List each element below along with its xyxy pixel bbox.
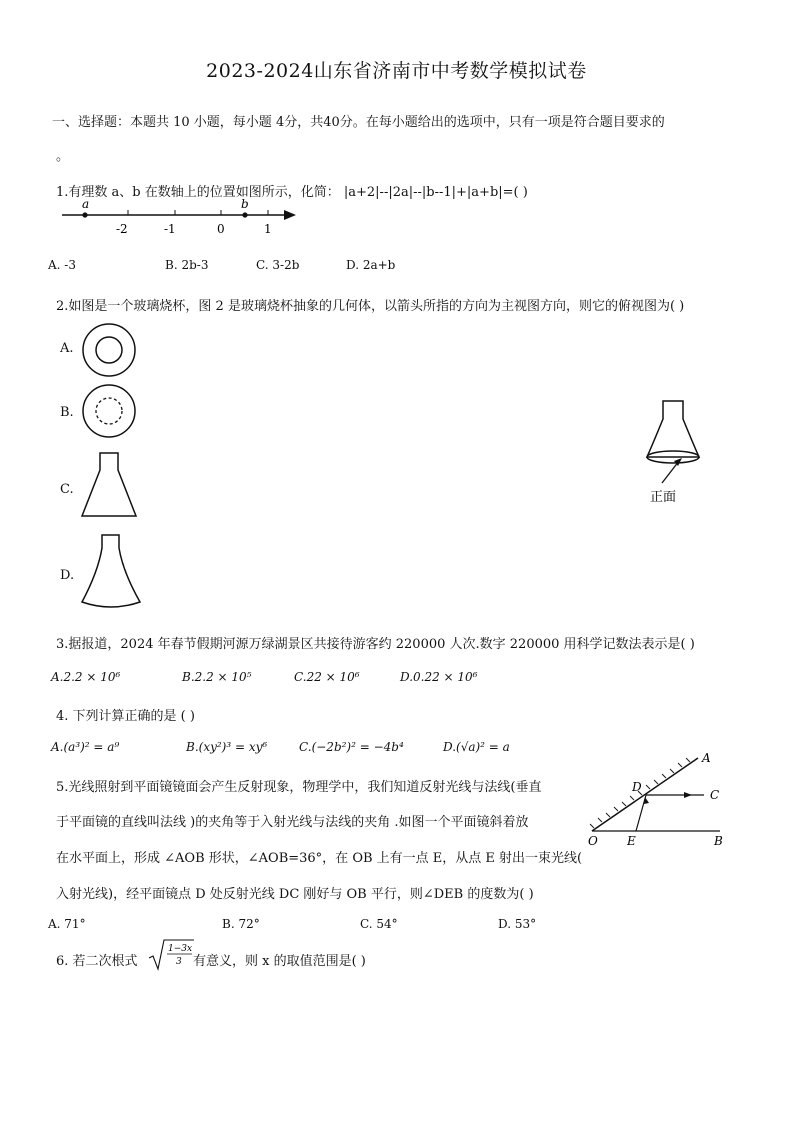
q5-text-line-2: 于平面镜的直线叫法线 )的夹角等于入射光线与法线的夹角 .如图一个平面镜斜着放 <box>56 815 529 830</box>
label-D: D <box>632 780 642 794</box>
q6-prefix: 6. 若二次根式 <box>56 954 138 969</box>
q4-option-b: B.(xy²)³ = xy⁶ <box>186 740 268 754</box>
q6-numerator: 1−3x <box>168 944 193 954</box>
q4-text: 4. 下列计算正确的是 ( ) <box>56 709 195 724</box>
q2-figure-c-trapezoid-flask <box>78 450 140 520</box>
q3-option-b: B.2.2 × 10⁵ <box>182 670 252 684</box>
view-arrow <box>662 461 679 483</box>
label-A: A <box>702 751 711 765</box>
q5-text-line-4: 入射光线)，经平面镜点 D 处反射光线 DC 刚好与 OB 平行，则∠DEB 的度数为( ) <box>56 887 534 902</box>
q5-mirror-figure <box>580 748 730 850</box>
q2-text: 2.如图是一个玻璃烧杯，图 2 是玻璃烧杯抽象的几何体，以箭头所指的方向为主视图方向，则它的俯视图为( ) <box>56 299 685 314</box>
q2-option-c: C. <box>60 482 74 497</box>
q2-option-a: A. <box>60 341 74 356</box>
q2-option-b: B. <box>60 405 74 420</box>
q2-option-d: D. <box>60 568 75 583</box>
tick-label--2: -2 <box>116 222 128 236</box>
q1-option-d: D. 2a+b <box>346 258 396 272</box>
q5-option-b: B. 72° <box>222 917 260 931</box>
q4-option-a: A.(a³)² = a⁹ <box>51 740 120 754</box>
q2-figure-b-dashed-inner-circle <box>80 383 140 441</box>
q2-figure-d-curved-flask <box>78 532 144 614</box>
label-b: b <box>241 197 249 211</box>
tick-label-1: 1 <box>264 222 272 236</box>
q1-option-b: B. 2b-3 <box>165 258 209 272</box>
label-B: B <box>714 834 723 848</box>
label-O: O <box>588 834 598 848</box>
q5-option-c: C. 54° <box>360 917 398 931</box>
q1-text: 1.有理数 a、b 在数轴上的位置如图所示，化简： |a+2|--|2a|--|b--1|+|a+b|=( ) <box>56 185 528 200</box>
label-a: a <box>82 197 90 211</box>
q3-option-c: C.22 × 10⁶ <box>294 670 360 684</box>
q3-text: 3.据报道，2024 年春节假期河源万绿湖景区共接待游客约 220000 人次.数字 220000 用科学记数法表示是( ) <box>56 637 695 652</box>
page-title: 2023-2024山东省济南市中考数学模拟试卷 <box>206 60 587 82</box>
q5-text-line-1: 5.光线照射到平面镜镜面会产生反射现象，物理学中，我们知道反射光线与法线(垂直 <box>56 780 542 795</box>
q1-option-c: C. 3-2b <box>256 258 300 272</box>
q5-text-line-3: 在水平面上，形成 ∠AOB 形状，∠AOB=36°，在 OB 上有一点 E，从点 E 射出一束光线( <box>56 851 583 866</box>
section-header-cont: 。 <box>56 149 70 164</box>
q6-suffix: 有意义，则 x 的取值范围是( ) <box>193 954 366 969</box>
label-E: E <box>627 834 636 848</box>
q4-option-d: D.(√a)² = a <box>443 740 510 754</box>
point-a <box>82 212 87 217</box>
number-line-arrow <box>284 210 296 220</box>
tick-label--1: -1 <box>164 222 176 236</box>
q2-beaker-figure <box>640 397 710 505</box>
q6-denominator: 3 <box>176 957 182 967</box>
front-label: 正面 <box>650 490 677 505</box>
tick-label-0: 0 <box>217 222 225 236</box>
section-header: 一、选择题：本题共 10 小题，每小题 4分，共40分。在每小题给出的选项中，只有一项是符合题目要求的 <box>52 115 665 130</box>
q4-option-c: C.(−2b²)² = −4b⁴ <box>299 740 404 754</box>
q2-figure-a-concentric-circles <box>80 322 140 380</box>
q3-option-a: A.2.2 × 10⁶ <box>51 670 121 684</box>
number-line-figure <box>56 196 301 240</box>
label-C: C <box>710 788 720 802</box>
q6-radical <box>148 938 196 972</box>
reflected-arrow <box>684 792 692 798</box>
q5-option-d: D. 53° <box>498 917 537 931</box>
q1-option-a: A. -3 <box>48 258 76 272</box>
q5-option-a: A. 71° <box>48 917 86 931</box>
q3-option-d: D.0.22 × 10⁶ <box>400 670 478 684</box>
point-b <box>242 212 247 217</box>
